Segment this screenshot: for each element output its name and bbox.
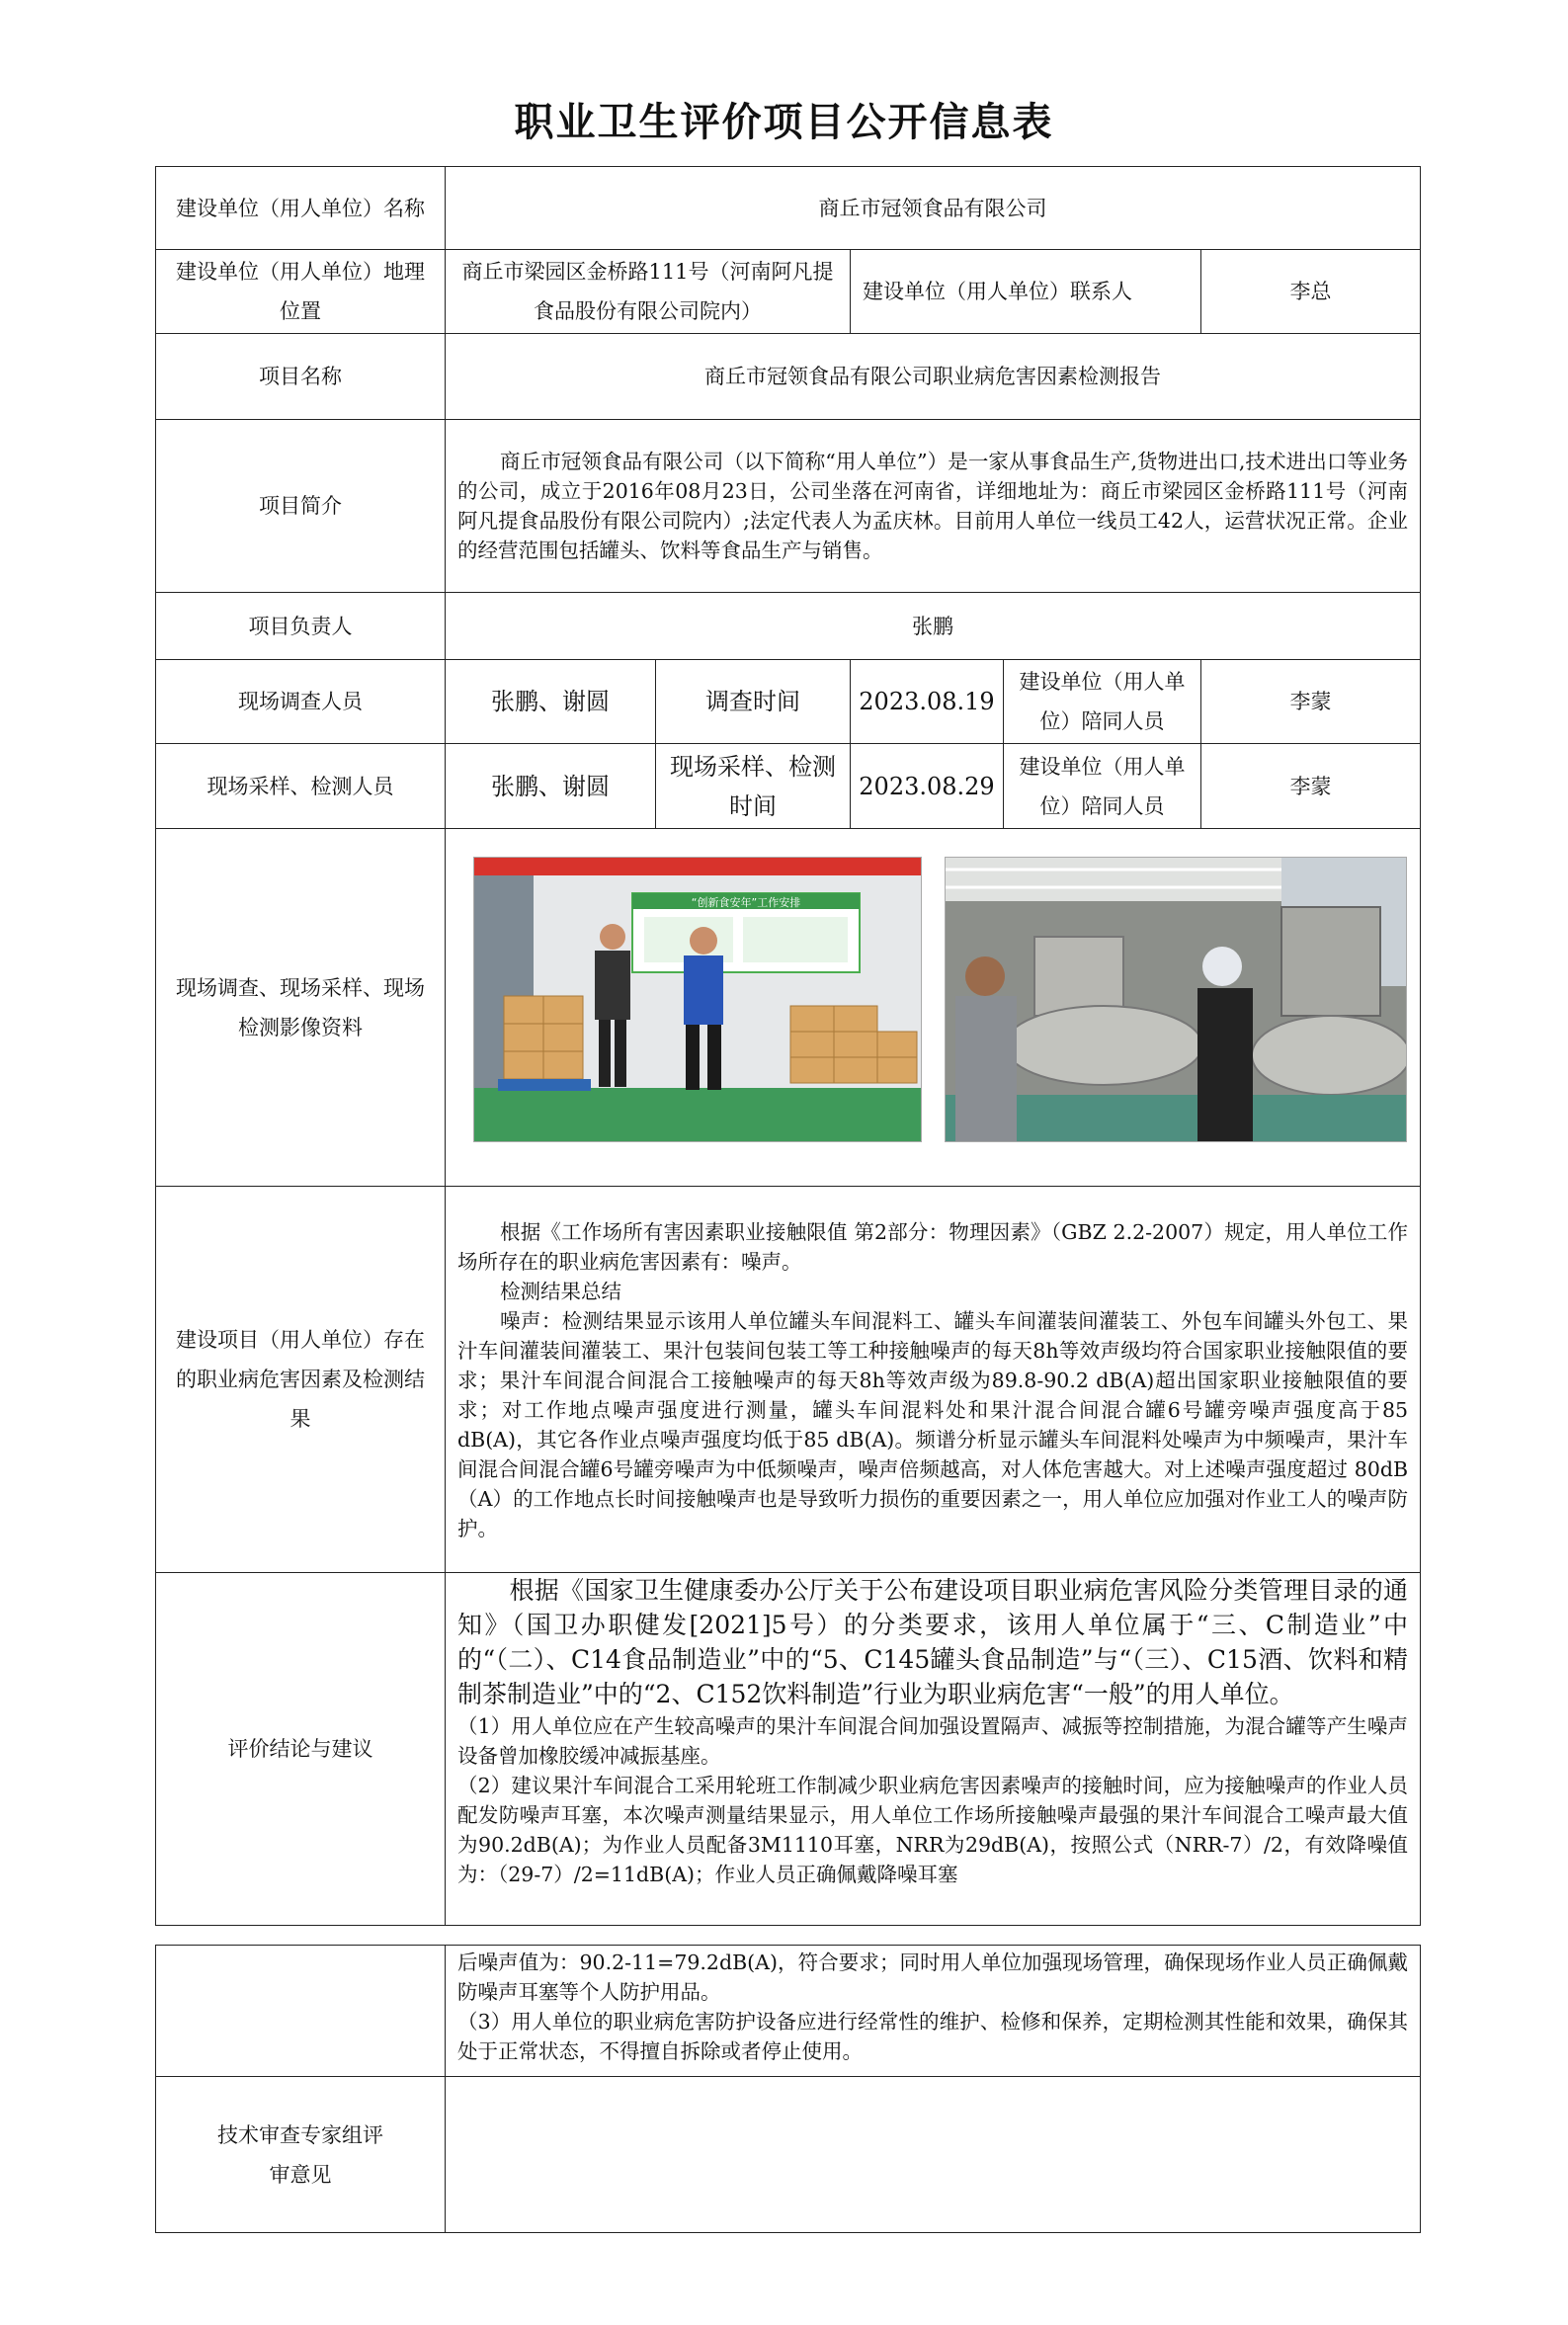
value-location: 商丘市梁园区金桥路111号（河南阿凡提食品股份有限公司院内） [446,250,851,334]
label-expert: 技术审查专家组评审意见 [156,2077,446,2233]
survey-accompany: 李蒙 [1201,660,1421,744]
row-conclusion [156,1573,1421,1926]
continuation-label-cell [156,1946,446,2077]
row-unit-name [156,167,1421,250]
survey-time-label: 调查时间 [656,660,851,744]
row-images [156,829,1421,1187]
label-survey: 现场调查人员 [156,660,446,744]
banner-text: “创新食安年”工作安排 [691,896,801,909]
info-table [155,166,1421,1926]
sampling-accompany-label: 建设单位（用人单位）陪同人员 [1004,744,1201,829]
value-project-name: 商丘市冠领食品有限公司职业病危害因素检测报告 [446,334,1421,420]
value-leader: 张鹏 [446,593,1421,660]
label-sampling: 现场采样、检测人员 [156,744,446,829]
label-location: 建设单位（用人单位）地理位置 [156,250,446,334]
value-conclusion [446,1573,1421,1926]
hazards-p2: 检测结果总结 [500,1280,622,1303]
label-hazards: 建设项目（用人单位）存在的职业病危害因素及检测结果 [156,1187,446,1573]
row-hazards [156,1187,1421,1573]
row-continuation [156,1946,1421,2077]
label-conclusion: 评价结论与建议 [156,1573,446,1926]
label-leader: 项目负责人 [156,593,446,660]
sampling-time-label: 现场采样、检测时间 [656,744,851,829]
sampling-people: 张鹏、谢圆 [446,744,656,829]
value-unit-name: 商丘市冠领食品有限公司 [446,167,1421,250]
row-survey [156,660,1421,744]
value-contact: 李总 [1201,250,1421,334]
conclusion-p1: 根据《国家卫生健康委办公厅关于公布建设项目职业病危害风险分类管理目录的通知》（国卫办职健发[2021]5号）的分类要求，该用人单位属于“三、C制造业”中的“（二）、C14食品制造业”中的“5、C145罐头食品制造”与“（三）、C15酒、饮料和精制茶制造业”中的“2、C152饮料制造”行业为职业病危害“一般”的用人单位。 [457,1576,1409,1708]
row-sampling [156,744,1421,829]
value-continuation [446,1946,1421,2077]
hazards-p1: 根据《工作场所有害因素职业接触限值 第2部分：物理因素》（GBZ 2.2-2007）规定，用人单位工作场所存在的职业病危害因素有：噪声。 [457,1220,1409,1274]
label-images: 现场调查、现场采样、现场检测影像资料 [156,829,446,1187]
continuation-table [155,1945,1421,2233]
label-contact: 建设单位（用人单位）联系人 [851,250,1201,334]
row-project-name [156,334,1421,420]
survey-time: 2023.08.19 [851,660,1004,744]
label-unit-name: 建设单位（用人单位）名称 [156,167,446,250]
row-intro [156,420,1421,593]
value-intro: 商丘市冠领食品有限公司（以下简称“用人单位”）是一家从事食品生产,货物进出口,技术进出口等业务的公司，成立于2016年08月23日，公司坐落在河南省，详细地址为：商丘市梁园区金桥路111号（河南阿凡提食品股份有限公司院内）;法定代表人为孟庆林。目前用人单位一线员工42人，运营状况正常。企业的经营范围包括罐头、饮料等食品生产与销售。 [446,420,1421,593]
row-expert [156,2077,1421,2233]
row-location [156,250,1421,334]
value-expert [446,2077,1421,2233]
survey-people: 张鹏、谢圆 [446,660,656,744]
page-title: 职业卫生评价项目公开信息表 [514,100,1054,145]
continuation-p1: 后噪声值为：90.2-11=79.2dB(A)，符合要求；同时用人单位加强现场管理，确保现场作业人员正确佩戴防噪声耳塞等个人防护用品。 [457,1951,1408,2004]
site-photo-1 [473,857,922,1142]
sampling-accompany: 李蒙 [1201,744,1421,829]
survey-accompany-label: 建设单位（用人单位）陪同人员 [1004,660,1201,744]
hazards-p3: 噪声：检测结果显示该用人单位罐头车间混料工、罐头车间灌装间灌装工、外包车间罐头外包工、果汁车间灌装间灌装工、果汁包装间包装工等工种接触噪声的每天8h等效声级均符合国家职业接触限值的要求；果汁车间混合间混合工接触噪声的每天8h等效声级为89.8-90.2 dB(A)超出国家职业接触限值的要求；对工作地点噪声强度进行测量，罐头车间混料处和果汁混合间混合罐6号罐旁噪声强度高于85 dB(A)，其它各作业点噪声强度均低于85 dB(A)。频谱分析显示罐头车间混料处噪声为中频噪声，果汁车间混合间混合罐6号罐旁噪声为中低频噪声，噪声倍频越高，对人体危害越大。对上述噪声强度超过 80dB（A）的工作地点长时间接触噪声也是导致听力损伤的重要因素之一，用人单位应加强对作业工人的噪声防护。 [457,1309,1409,1540]
images-cell [446,829,1421,1187]
label-intro: 项目简介 [156,420,446,593]
conclusion-p3: （2）建议果汁车间混合工采用轮班工作制减少职业病危害因素噪声的接触时间，应为接触噪声的作业人员配发防噪声耳塞，本次噪声测量结果显示，用人单位工作场所接触噪声最强的果汁车间混合工噪声最大值为90.2dB(A)；为作业人员配备3M1110耳塞，NRR为29dB(A)，按照公式（NRR-7）/2，有效降噪值为：（29-7）/2=11dB(A)；作业人员正确佩戴降噪耳塞 [457,1774,1409,1886]
row-leader [156,593,1421,660]
site-photo-2 [945,857,1407,1142]
continuation-p2: （3）用人单位的职业病危害防护设备应进行经常性的维护、检修和保养，定期检测其性能和效果，确保其处于正常状态，不得擅自拆除或者停止使用。 [457,2010,1408,2063]
value-hazards [446,1187,1421,1573]
sampling-time: 2023.08.29 [851,744,1004,829]
conclusion-p2: （1）用人单位应在产生较高噪声的果汁车间混合间加强设置隔声、减振等控制措施，为混合罐等产生噪声设备曾加橡胶缓冲减振基座。 [457,1714,1409,1768]
label-project-name: 项目名称 [156,334,446,420]
